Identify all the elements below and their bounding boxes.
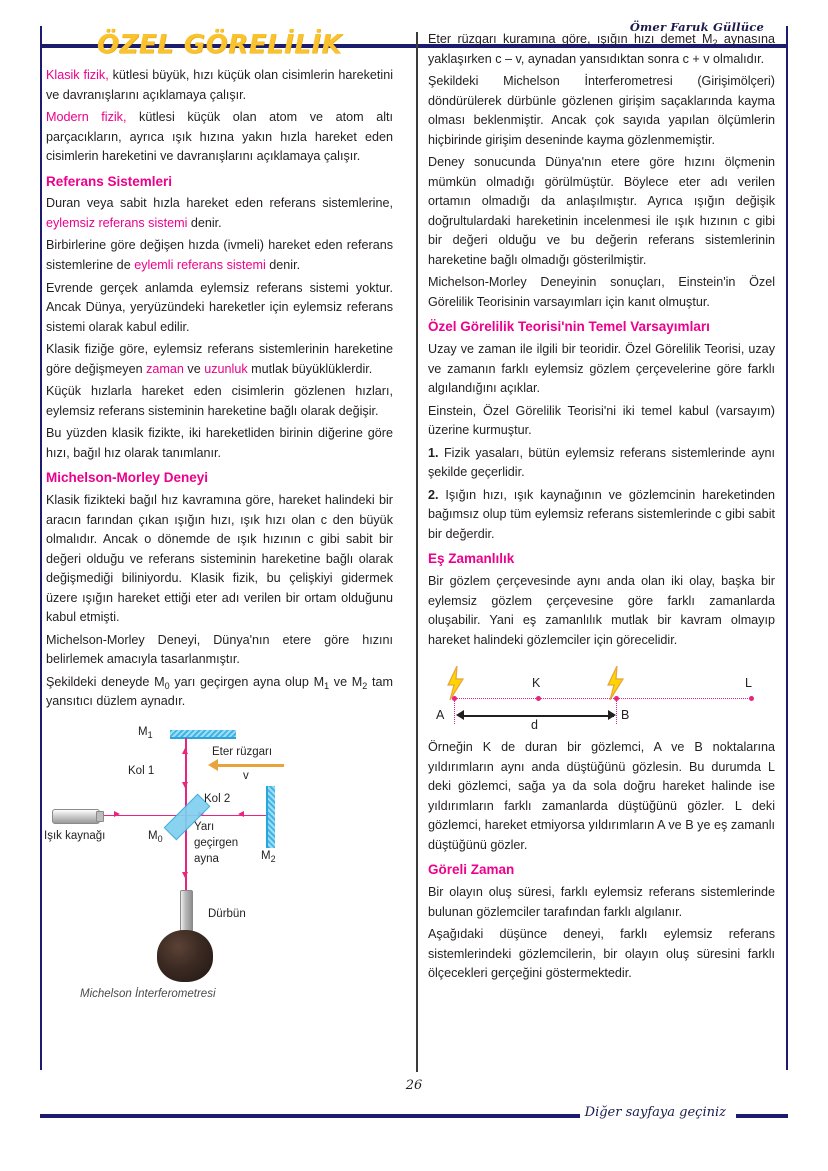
sekildeki-b: yarı geçirgen ayna olup M: [169, 674, 325, 689]
heading-es-zamanlilik: Eş Zamanlılık: [428, 551, 515, 567]
paragraph-klasik-a: Klasik fiziğe göre, eylemsiz referans sistemlerinin hareketine göre değişmeyen: [46, 342, 393, 376]
eter-a: Eter rüzgarı kuramına göre, ışığın hızı demet M: [428, 32, 713, 46]
light-source-cap: [96, 811, 104, 822]
sim-label-k: K: [532, 676, 541, 691]
term-eylemli-referans: eylemli referans sistemi: [134, 258, 266, 272]
label-durbun: Dürbün: [208, 907, 246, 920]
sim-tick-a: [454, 698, 455, 724]
paragraph-modern-fizik-text: kütlesi küçük olan atom ve atom altı parçacıkların, ayrıca ışık hızına yakın hızla hareket eden cisimlerin hareketini ve davranışlarını açıklamaya çalışır.: [46, 110, 393, 164]
column-divider: [416, 32, 418, 1072]
term-modern-fizik: Modern fizik,: [46, 110, 127, 125]
heading-goreli-zaman: Göreli Zaman: [428, 862, 515, 878]
paragraph-eylemli: [46, 236, 393, 275]
sekildeki-sub1: 1: [324, 680, 330, 691]
sim-label-d: d: [531, 718, 538, 733]
paragraph-eylemli-b: denir.: [265, 258, 301, 272]
label-yari-gecirgen-ayna-3: ayna: [194, 852, 219, 865]
label-eter-ruzgari: Eter rüzgarı: [212, 745, 273, 758]
ether-wind-arrow-head: [208, 759, 218, 771]
sim-label-b: B: [621, 708, 630, 723]
paragraph-deney-sonucu: Deney sonucunda Dünya'nın etere göre hızını ölçmenin mümkün olmadığı görülmüştür. Böylece eter adı verilen ortamın olmadığı da anlaşılmıştır. Ayrıca ışığın değişik doğrultulardaki hareketinin incelenmesi ile ışık hızının c gibi bir değeri olduğu ve bu değerin referans sistemlerinin hareketine bağlı olmadığı gösterilmiştir.: [428, 155, 775, 267]
footer-rule-right: [736, 1114, 788, 1118]
heading-temel-varsayimlar: Özel Görelilik Teorisi'nin Temel Varsayımları: [428, 319, 710, 335]
paragraph-kanit: Michelson-Morley Deneyinin sonuçları, Einstein'in Özel Görelilik Teorisinin varsayımları için kanıt olmuştur.: [428, 275, 775, 309]
page-number: 26: [405, 1078, 423, 1093]
sim-distance-arrow-left: [456, 710, 464, 720]
paragraph-interferometre: Şekildeki Michelson İnterferometresi (Girişimölçeri) döndürülerek dürbünle gözlenen girişim saçaklarında kayma olması beklenmiştir. Ancak çok sayıda yapılan ölçümlerin hiçbirinde girişim deseninde kayma gözlenmemiştir.: [428, 74, 775, 147]
paragraph-goreli-zaman-2: Aşağıdaki düşünce deneyi, farklı eylemsiz referans sistemlerindeki gözlemcilerin, bir olayın oluş süresini farklı ölçecekleri gerçeğini göstermektedir.: [428, 927, 775, 981]
sim-label-a: A: [436, 708, 445, 723]
paragraph-klasik-fizik: [46, 66, 393, 105]
beam-arrow-right-1: [114, 811, 120, 817]
label-kol2: Kol 2: [204, 792, 231, 805]
paragraph-einstein-kabul: Einstein, Özel Görelilik Teorisi'ni iki temel kabul (varsayım) üzerine kurmuştur.: [428, 403, 775, 438]
list-item-varsayim-2: [428, 486, 775, 545]
next-page-note: Diğer sayfaya geçiniz: [584, 1105, 726, 1120]
author-signature: Ömer Faruk Güllüce: [629, 20, 764, 34]
ether-wind-arrow-line: [218, 764, 284, 767]
varsayim-2-text: Işığın hızı, ışık kaynağının ve gözlemcinin hareketinden bağımsız olup tüm eylemsiz referans sistemlerinde c gibi sabit bir değerdir.: [428, 487, 775, 541]
paragraph-es-zamanlilik: Bir gözlem çerçevesinde aynı anda olan iki olay, başka bir eylemsiz gözlem çerçevesine göre farklı zamanlarda oluşabilir. Yani eş zamanlılık mutlak bir kavram olmayıp hareket halindeki gözlemciler için görecelidir.: [428, 574, 775, 647]
sekildeki-c: ve M: [329, 674, 363, 689]
label-yari-gecirgen-ayna-2: geçirgen: [194, 836, 239, 849]
page-title: ÖZEL GÖRELİLİK: [96, 30, 343, 60]
sekildeki-a: Şekildeki deneyde M: [46, 674, 165, 689]
paragraph-bagil-hiz: Bu yüzden klasik fizikte, iki hareketliden birinin diğerine göre hızı, bağıl hız olarak tanımlanır.: [46, 426, 393, 460]
label-isik-kaynagi: Işık kaynağı: [44, 829, 106, 842]
paragraph-modern-fizik: [46, 108, 393, 167]
footer-rule-left: [40, 1114, 580, 1118]
heading-referans-sistemleri: Referans Sistemleri: [46, 173, 173, 189]
label-m0: $M_0$: [148, 829, 163, 844]
paragraph-klasik-fizik-text: kütlesi büyük, hızı küçük olan cisimlerin hareketini ve davranışlarını açıklamaya çalışır.: [46, 68, 394, 102]
list-item-varsayim-1: [428, 444, 775, 483]
varsayim-2-number: 2.: [428, 487, 439, 502]
right-column: [428, 30, 775, 987]
label-m1: $M_1$: [138, 725, 153, 740]
mirror-m2: [266, 786, 275, 848]
paragraph-ornegin-k: Örneğin K de duran bir gözlemci, A ve B noktalarına yıldırımların aynı anda düştüğünü gözlesin. Bu durumda L deki gözlemci, sağa ya da sola doğru hareket halinde ise yıldırımların farklı zamanlarda düştüğünü gözler. L deki gözlemci, hareket etmiyorsa yıldırımların A ve B ye eş zamanlı düştüğünü gözler.: [428, 740, 775, 852]
paragraph-uzay-zaman: Uzay ve zaman ile ilgili bir teoridir. Özel Görelilik Teorisi, uzay ve zamanın farklı eylemsiz gözlem çerçevelerine göre farklı algılandığını açıklar.: [428, 342, 775, 396]
michelson-figure-caption: Michelson İnterferometresi: [80, 987, 216, 1000]
beam-arrow-up-1: [182, 748, 188, 754]
label-kol1: Kol 1: [128, 764, 155, 777]
paragraph-eylemsiz-b: denir.: [187, 215, 222, 230]
sekildeki-sub0: 0: [164, 680, 170, 691]
lightning-bolt-a-icon: [445, 666, 465, 700]
paragraph-evrende: Evrende gerçek anlamda eylemsiz referans sistemi yoktur. Ancak Dünya, yeryüzündeki hareketler için eylemsiz referans sistemi olarak kabul edilir.: [46, 280, 393, 334]
telescope-body: [157, 930, 213, 982]
paragraph-klasik-b: mutlak büyüklüklerdir.: [247, 361, 373, 376]
left-column: [44, 30, 394, 1000]
eter-sub: 2: [712, 38, 718, 48]
paragraph-klasik-mid: ve: [183, 361, 205, 376]
sim-reference-line: [452, 698, 752, 699]
sim-point-l: [749, 696, 754, 701]
term-eylemsiz-referans: eylemsiz referans sistemi: [46, 215, 188, 230]
simultaneity-figure: [428, 660, 775, 732]
sim-distance-arrow-right: [608, 710, 616, 720]
sekildeki-sub2: 2: [362, 680, 368, 691]
sim-distance-line: [462, 715, 614, 716]
lightning-bolt-b-icon: [605, 666, 625, 700]
label-yari-gecirgen-ayna-1: Yarı: [194, 820, 215, 833]
beam-arrow-down-1: [182, 782, 188, 788]
sim-tick-b: [616, 698, 617, 724]
term-uzunluk: uzunluk: [204, 361, 248, 376]
term-zaman: zaman: [146, 361, 184, 376]
sim-label-l: L: [745, 676, 752, 691]
paragraph-eter-ruzgari-kurami: [428, 30, 775, 69]
sekildeki-d: tam yansıtıcı düzlem aynadır.: [46, 674, 393, 709]
label-wind-velocity: v: [243, 769, 249, 782]
light-source-body: [52, 809, 100, 824]
varsayim-1-number: 1.: [428, 445, 439, 460]
paragraph-eylemsiz-a: Duran veya sabit hızla hareket eden referans sistemlerine,: [46, 196, 393, 211]
beam-arrow-down-2: [182, 872, 188, 878]
paragraph-goreli-zaman-1: Bir olayın oluş süresi, farklı eylemsiz referans sistemlerinde bulunan gözlemciler tarafından farklı algılanır.: [428, 885, 775, 919]
paragraph-michelson-intro: Klasik fizikteki bağıl hız kavramına göre, hareket halindeki bir aracın farından çıkan ışığın hızı, ışık hızı olan c den büyük olmalıdır. Ancak o dönemde de ışık hızının c gibi sabit bir değeri olduğu ve referans sisteminin hareketine bağlı olarak değişmediği biliniyordu. Klasik fizik, bu çelişkiyi gidermek üzere ışığın hareket ettiği eter adı verilen bir ortam olduğunu kabul etmişti.: [46, 493, 393, 625]
page-footer: [40, 1105, 788, 1126]
eter-b: aynasına yaklaşırken c – v, aynadan yansıdıktan sonra c + v olmalıdır.: [428, 32, 775, 66]
paragraph-eylemli-a: Birbirlerine göre değişen hızda (ivmeli) hareket eden referans sistemlerine de: [46, 238, 393, 272]
paragraph-klasik-fizige-gore: [46, 340, 393, 379]
michelson-interferometer-figure: [44, 720, 372, 1000]
term-klasik-fizik: Klasik fizik,: [46, 68, 109, 82]
paragraph-michelson-amac: Michelson-Morley Deneyi, Dünya'nın etere göre hızını belirlemek amacıyla tasarlanmıştır.: [46, 632, 393, 667]
paragraph-eylemsiz: [46, 194, 393, 233]
mirror-m1: [170, 730, 236, 739]
label-m2: $M_2$: [261, 849, 276, 864]
paragraph-sekildeki-deney: [46, 673, 393, 712]
paragraph-kucuk-hizlarla: Küçük hızlarla hareket eden cisimlerin gözlenen hızları, eylemsiz referans sisteminin hareketine bağlı olarak değişir.: [46, 384, 393, 418]
beam-arrow-left-1: [238, 811, 244, 817]
sim-point-k: [536, 696, 541, 701]
varsayim-1-text: Fizik yasaları, bütün eylemsiz referans sistemlerinde aynı şekilde geçerlidir.: [428, 445, 775, 480]
heading-michelson-morley: Michelson-Morley Deneyi: [46, 470, 209, 486]
